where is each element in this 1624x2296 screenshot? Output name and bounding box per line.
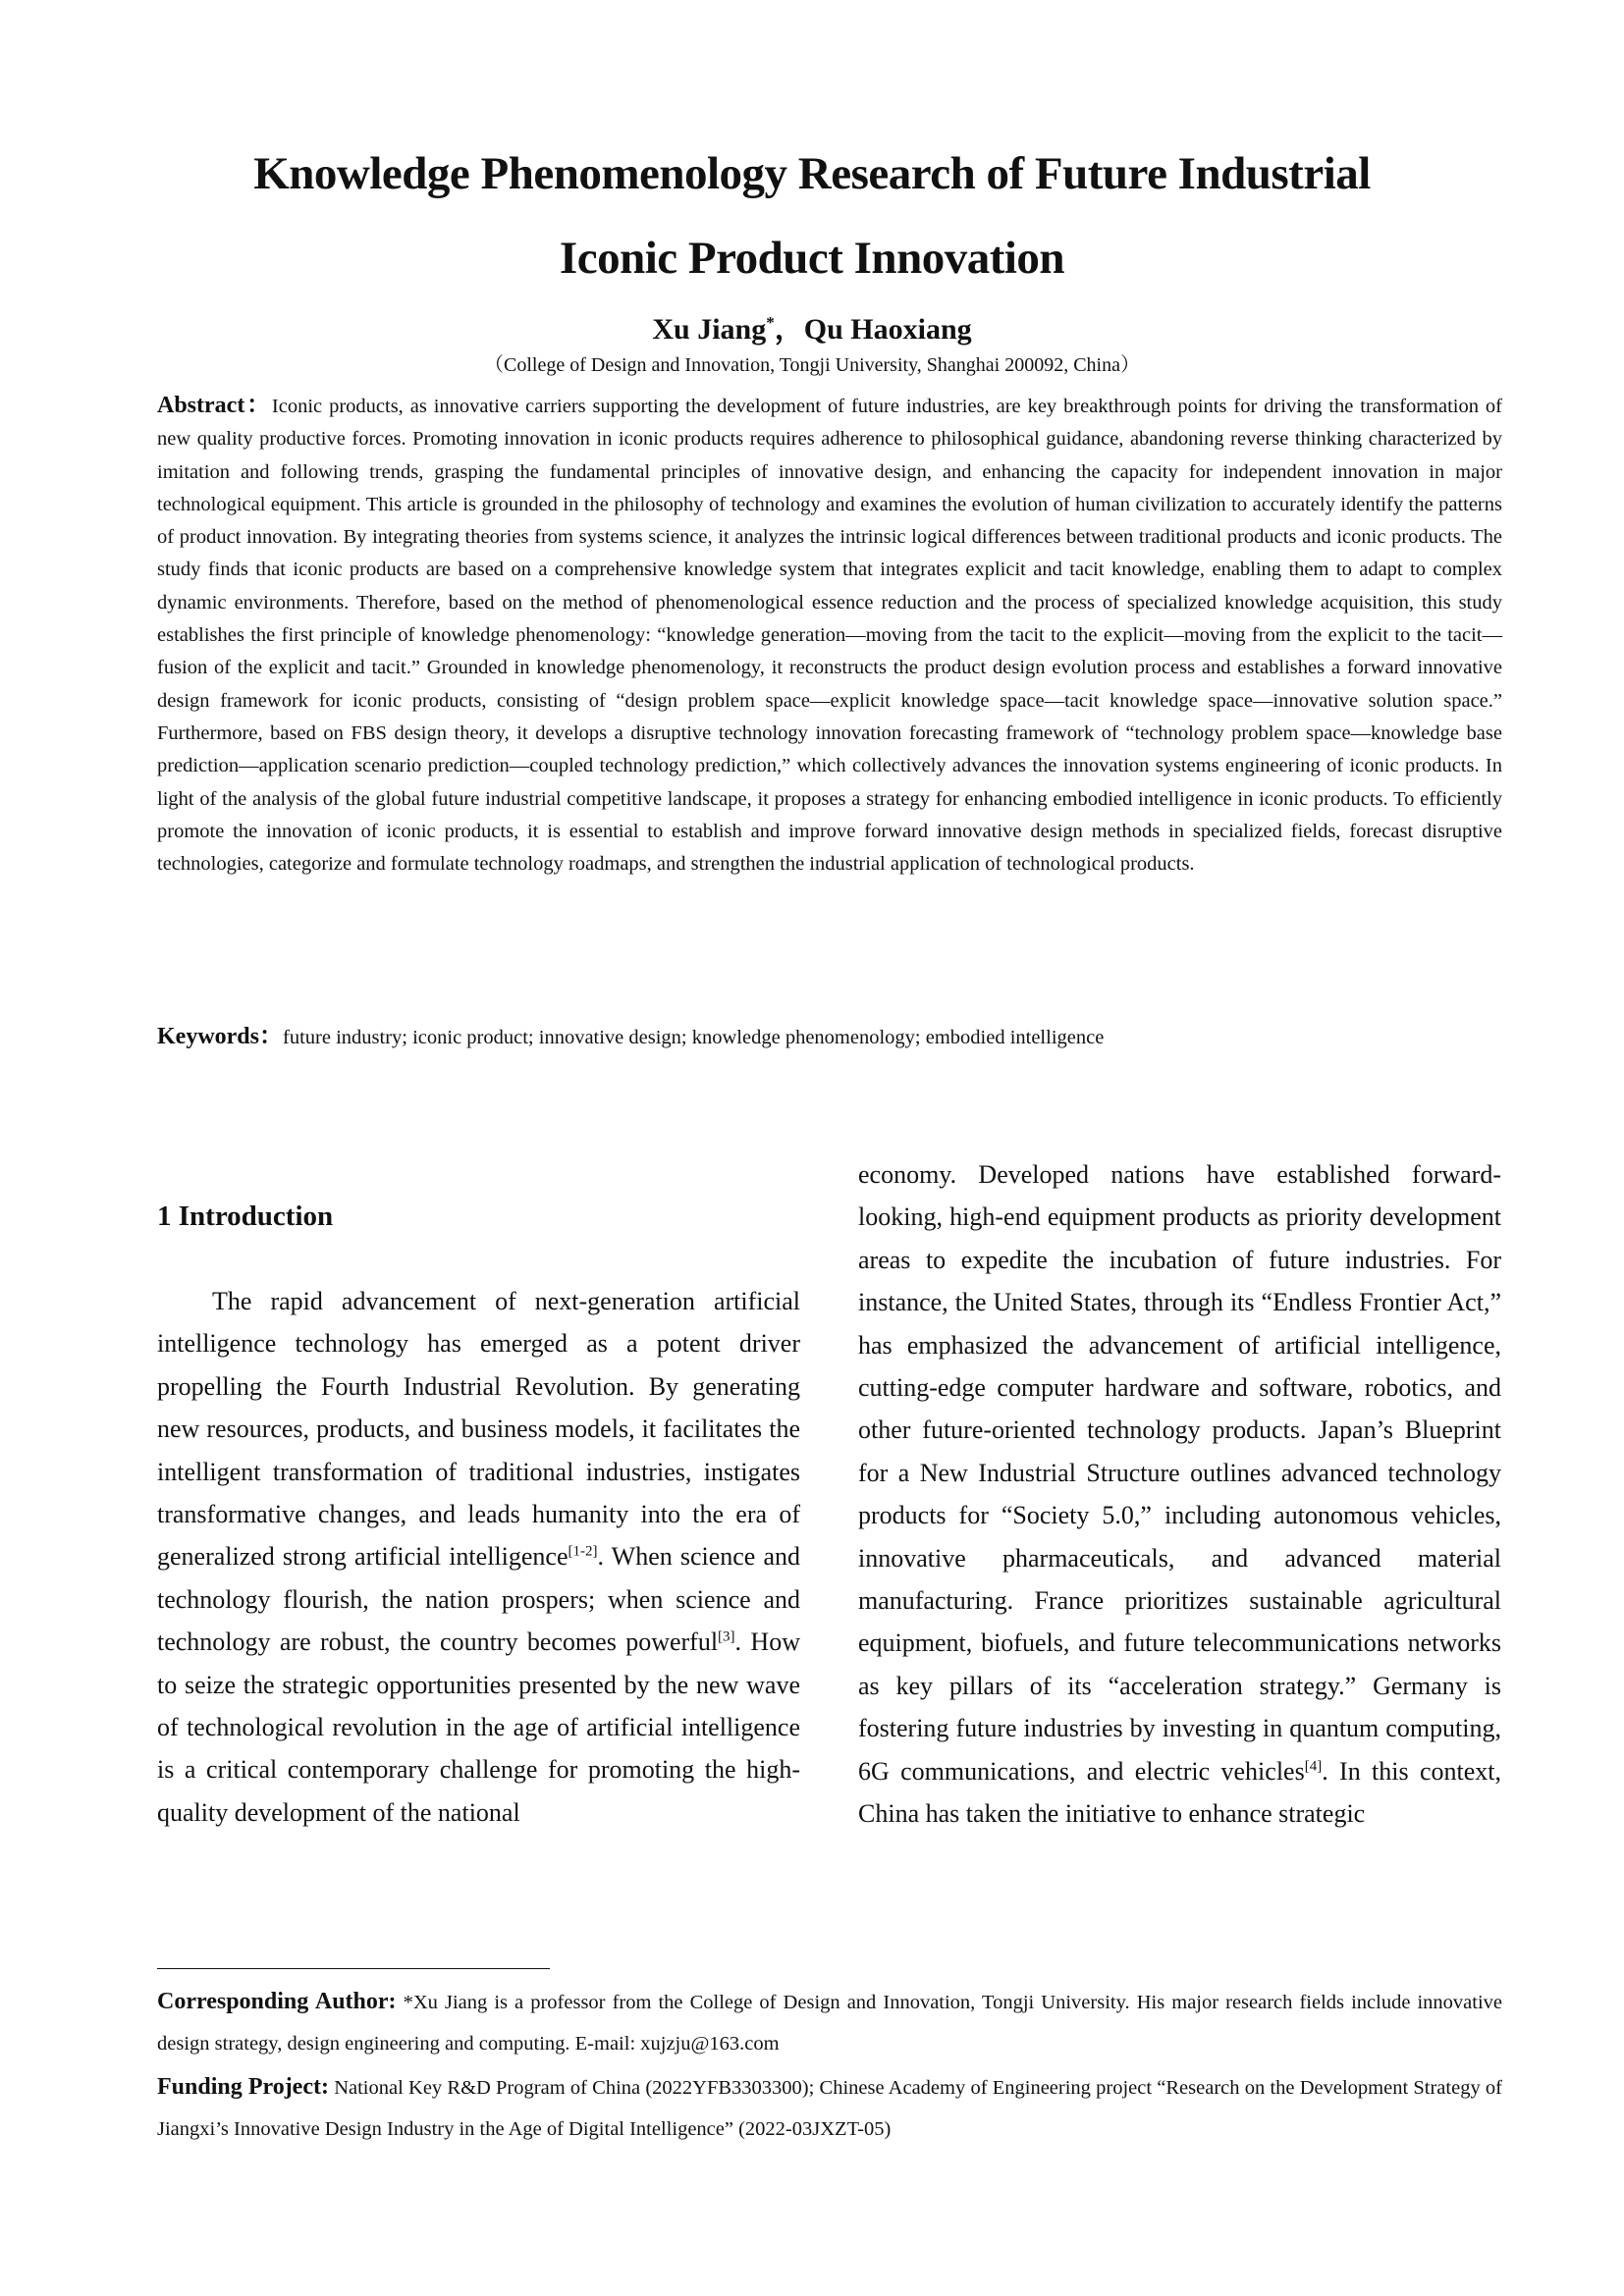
citation: [1-2]: [568, 1543, 598, 1560]
abstract-text: Iconic products, as innovative carriers supporting the development of future industries, are key breakthrough points for driving the transformation of new quality productive forces. Promoting innovation in iconic products requires adherence to philosophical guidance, abandoning reverse thinking characterized by imitation and following trends, grasping the fundamental principles of innovative design, and enhancing the capacity for independent innovation in major technological equipment. This article is grounded in the philosophy of technology and examines the evolution of human civilization to accurately identify the patterns of product innovation. By integrating theories from systems science, it analyzes the intrinsic logical differences between traditional products and iconic products. The study finds that iconic products are based on a comprehensive knowledge system that integrates explicit and tacit knowledge, enabling them to adapt to complex dynamic environments. Therefore, based on the method of phenomenological essence reduction and the process of specialized knowledge acquisition, this study establishes the first principle of knowledge phenomenology: “knowledge generation—moving from the tacit to the explicit—moving from the explicit to the tacit—fusion of the explicit and tacit.” Grounded in knowledge phenomenology, it reconstructs the product design evolution process and establishes a forward innovative design framework for iconic products, consisting of “design problem space—explicit knowledge space—tacit knowledge space—innovative solution space.” Furthermore, based on FBS design theory, it develops a disruptive technology innovation forecasting framework of “technology problem space—knowledge base prediction—application scenario prediction—coupled technology prediction,” which collectively advances the innovation systems engineering of iconic products. In light of the analysis of the global future industrial competitive landscape, it proposes a strategy for enhancing embodied intelligence in iconic products. To efficiently promote the innovation of iconic products, it is essential to establish and improve forward innovative design methods in specialized fields, forecast disruptive technologies, categorize and formulate technology roadmaps, and strengthen the industrial application of technological products.: [157, 396, 1503, 876]
section-heading: 1 Introduction: [157, 1201, 334, 1232]
left-column: [157, 1196, 800, 1834]
corr-text: *Xu Jiang is a professor from the College of Design and Innovation, Tongji University. His major research fields include innovative design strategy, design engineering and computing. E-mail: xujzju@163.com: [157, 1992, 1503, 2055]
paper-title-line-2: Iconic Product Innovation: [559, 233, 1065, 284]
corr-label: Corresponding Author:: [157, 1989, 397, 2014]
author-separator: ，: [774, 313, 804, 346]
citation: [3]: [718, 1629, 735, 1645]
text: . How to seize the strategic opportunities presented by the new wave of technological revolution in the age of artificial intelligence is a critical contemporary challenge for promoting the high-quality development of the national: [157, 1628, 800, 1827]
paragraph: [858, 1153, 1501, 1836]
funding-label: Funding Project:: [157, 2074, 329, 2100]
text: . When science and technology flourish, the nation prospers; when science and technology are robust, the country becomes powerful: [157, 1542, 801, 1657]
author-2: Qu Haoxiang: [803, 313, 972, 346]
keywords-label: Keywords：: [157, 1024, 283, 1049]
corresponding-author-note: [157, 1981, 1502, 2064]
corresponding-mark: *: [766, 313, 775, 332]
authors: [0, 304, 1624, 347]
text: The rapid advancement of next-generation artificial intelligence technology has emerged as a potent driver propelling the Fourth Industrial Revolution. By generating new resources, products, and business models, it facilitates the intelligent transformation of traditional industries, instigates transformative changes, and leads humanity into the era of generalized strong artificial intelligence: [157, 1287, 800, 1572]
abstract-label: Abstract：: [157, 393, 272, 418]
affiliation: （College of Design and Innovation, Tongji University, Shanghai 200092, China）: [484, 354, 1140, 376]
citation: [4]: [1304, 1758, 1323, 1775]
text: economy. Developed nations have established forward-looking, high-end equipment products as priority development areas to expedite the incubation of future industries. For instance, the United States, through its “Endless Frontier Act,” has emphasized the advancement of artificial intelligence, cutting-edge computer hardware and software, robotics, and other future-oriented technology products. Japan’s Blueprint for a New Industrial Structure outlines advanced technology products for “Society 5.0,” including autonomous vehicles, innovative pharmaceuticals, and advanced material manufacturing. France prioritizes sustainable agricultural equipment, biofuels, and future telecommunications networks as key pillars of its “acceleration strategy.” Germany is fostering future industries by investing in quantum computing, 6G communications, and electric vehicles: [858, 1160, 1501, 1786]
keywords: [157, 1016, 1502, 1050]
paper-title-line-1: Knowledge Phenomenology Research of Future Industrial: [253, 148, 1371, 199]
keywords-text: future industry; iconic product; innovative design; knowledge phenomenology; embodied intelligence: [283, 1027, 1105, 1048]
right-column: [858, 1153, 1501, 1836]
footnote-divider: [157, 1968, 550, 1969]
author-1: Xu Jiang: [652, 313, 767, 346]
funding-text: National Key R&D Program of China (2022YFB3303300); Chinese Academy of Engineering project “Research on the Development Strategy of Jiangxi’s Innovative Design Industry in the Age of Digital Intelligence” (2022-03JXZT-05): [157, 2077, 1502, 2140]
text: . In this context, China has taken the initiative to enhance strategic: [858, 1756, 1501, 1829]
abstract: [157, 390, 1502, 881]
funding-note: [157, 2066, 1502, 2150]
paragraph: [157, 1280, 800, 1834]
